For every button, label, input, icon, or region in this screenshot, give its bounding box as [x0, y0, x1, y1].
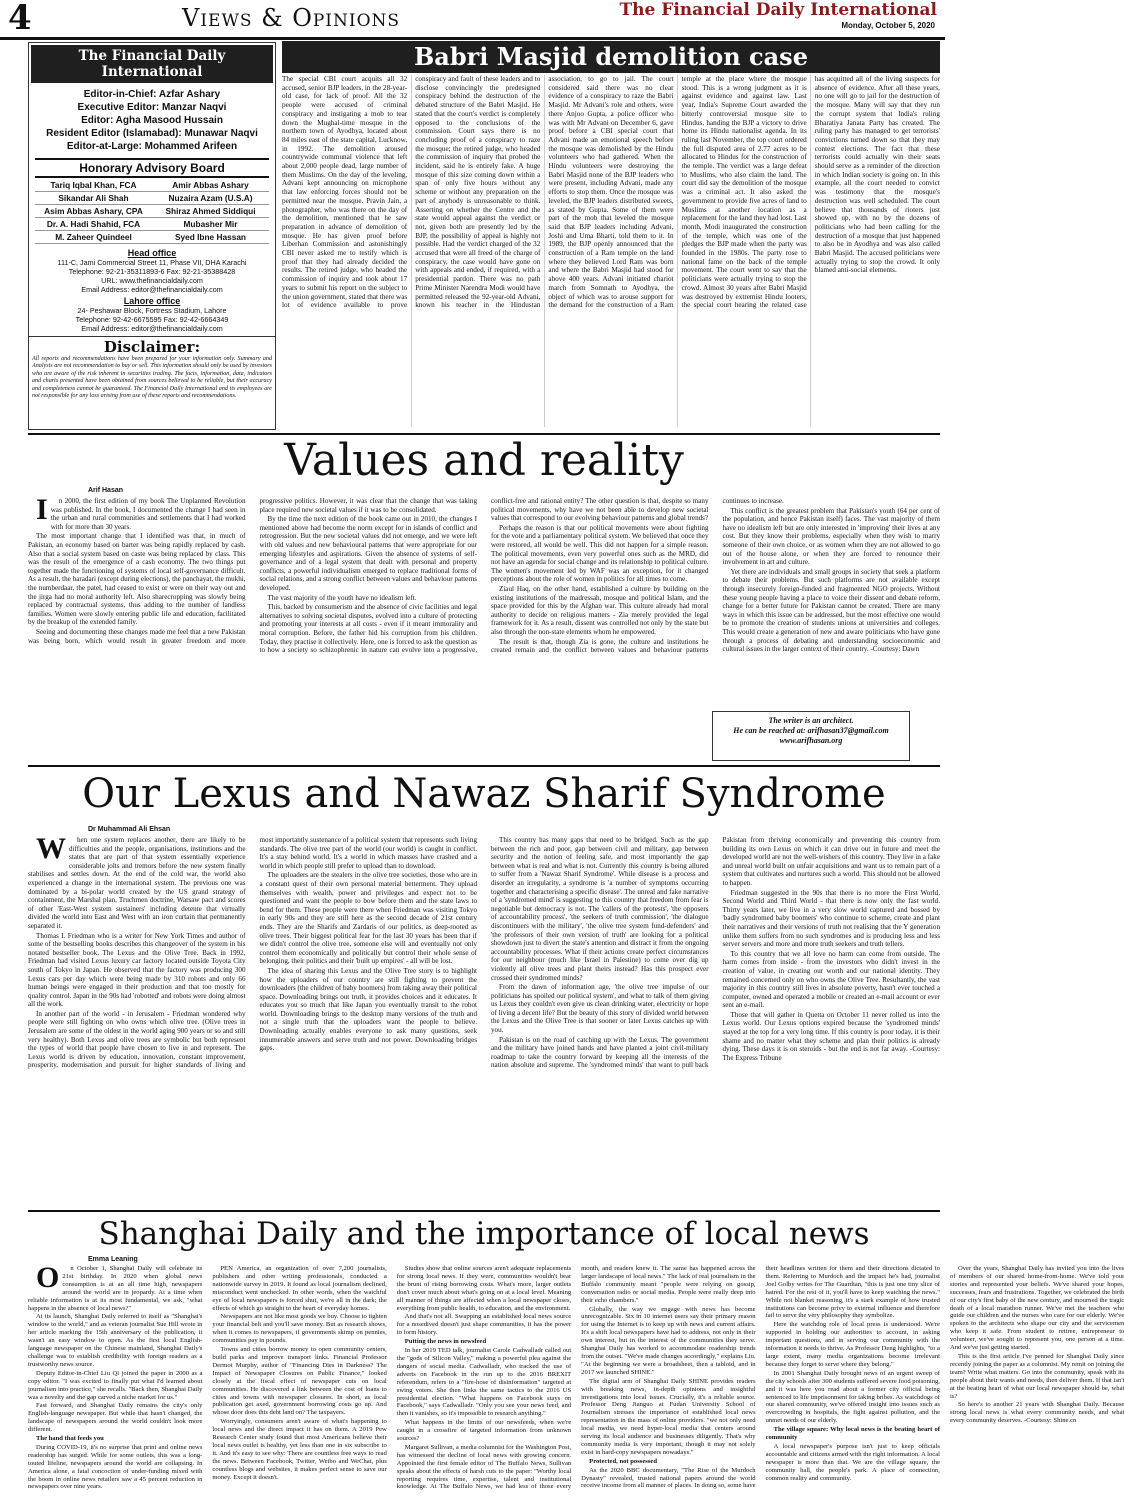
subheading: The hand that feeds you — [36, 1435, 104, 1443]
babri-headline-bar — [282, 41, 940, 73]
paragraph: Yet there are individuals and small groups in society that seek a platform to debate their problems. But such platforms are not available except through insecurely foreign-funded and fragmented NGO projects. Without these young people having a place to voice their dissent and debate reform, change for a better future for Pakistan cannot be created. There are many ways in which this issue can be addressed, but the most effective one would be to promote the creation of students unions at universities and colleges. This would create a generation of new and aware politicians who have gone through a process of debating and understanding socioeconomic and cultural issues in the larger context of their country. -Courtesy: Dawn — [722, 567, 940, 654]
lexus-byline: Dr Muhammad Ali Ehsan — [88, 826, 171, 833]
writer-contact: He can be reached at: arifhasan37@gmail.com — [733, 726, 889, 735]
section-divider — [28, 1210, 940, 1212]
board-member: Nuzaira Azam (U.S.A) — [152, 192, 269, 205]
shanghai-headline: Shanghai Daily and the importance of local news — [98, 1216, 870, 1252]
lexus-article-body — [28, 832, 940, 1206]
advisory-board-list — [29, 178, 275, 246]
babri-headline: Babri Masjid demolition case — [414, 42, 808, 71]
paragraph: Fast forward, and Shanghai Daily remains the city's only English-language newspaper. But while that hasn't changed, the landscape of newspapers around the world couldn't look more different. — [28, 1402, 203, 1434]
section-divider — [28, 765, 940, 767]
paragraph: Worryingly, consumers aren't aware of what's happening to local news and the direct impact it has on them. A 2019 Pew Research Center study found that most Americans believe their local news outlet is healthy, yet less than one in six subscribe to it. And it's easy to see why: There are countless free ways to read the news. Between Facebook, Twitter, Weibo and WeChat, plus countless blogs and websites, it makes perfect sense to save our money. Except it doesn't. — [212, 1418, 387, 1481]
paragraph: In 2000, the first edition of my book The Unplanned Revolution was published. In the book, I documented the change I had seen in the urban and rural communities and settlements that I had worked with for more than 30 years. — [36, 493, 246, 531]
paragraph: Deputy Editor-in-Chief Liu Qi joined the paper in 2000 as a copy editor. "I was excited to finally put what I'd learned about journalism into practice," she recalls. "Back then, Shanghai Daily was a novelty and the gap carved a niche market for us." — [28, 1369, 203, 1401]
head-office-address — [29, 258, 275, 294]
values-article-body — [28, 493, 940, 695]
paragraph: Seeing and documenting these changes made me feel that a new Pakistan was being born, which would result in greater freedom and more progressive politics. However, it was clear that the change that was taking place required new societal values if it was to be consolidated. — [28, 497, 477, 645]
paragraph: Friedman suggested in the 90s that there is no more the First World, Second World and Third World - that there is now only the fast world. Thirty years later, we live in a very slow world captured and bossed by 'badly syndromed baby boomers' who continue to scheme, create and plant their narratives and their versions of truth not realising that the Y generation unlike them suffers from no such syndromes and is producing less and less server servers and more and more truth seekers and truth tellers. — [722, 888, 940, 949]
board-member: M. Zaheer Quindeel — [35, 231, 152, 244]
paragraph: The idea of sharing this Lexus and the Olive Tree story is to highlight how the uploaders of our country are still fighting to prevent the downloaders (the children of baby boomers) from taking away their political space. Downloading brings out truth, it provides choices and it educates. It educates you so much that like Japan you eventually transit to the robot world. Downloading brings to the desktop many versions of the truth and not a single truth that the uploaders want the people to believe. Downloading actually enables everyone to ask many questions, seek innumerable answers and serve truth and not power. Downloading bridges gaps. — [259, 966, 477, 1053]
paragraph: The vast majority of the youth have no idealism left. — [267, 593, 417, 602]
paragraph: As the 2020 BBC documentary, "The Rise of the Murdoch Dynasty" revealed, trusted national papers around the world receive income from all manner of places. In doing so, some have their headlines written for them and their directions dictated to them. Referring to Murdoch and the impact he's had, journalist Joel Golby writes for The Guardian, "this is just one tiny slice of hatred. For the rest of it, you'll have to keep watching the news." While not blanket reasoning, it's a stark example of how trusted institutions can become privy to external influence and therefore fail to serve the very philosophy they symbolize. — [581, 1265, 940, 1490]
paragraph: In 2001 Shanghai Daily brought news of an urgent sweep of the city schools after 300 students suffered severe food poisoning, and it was here you read about a former city official being sentenced to life imprisonment for taking bribes. As watchdogs of our shared community, we've offered insight into issues such as overcrowding in hospitals, the fight against pollution, and the unmet needs of our elderly. — [765, 1369, 940, 1425]
staff-line: Resident Editor (Islamabad): Munawar Naqvi — [46, 128, 258, 139]
address-line: Telephone: 92-42-6675595 Fax: 92-42-6664349 — [75, 315, 229, 324]
paragraph: Those that will gather in Quetta on October 11 never rolled us into the Lexus world. Our Lexus options expired because the 'syndromed minds' stayed at the top for a very long time. If this country is poor today, it is their shame and no matter what they scheme and plan their politics is already dying. These days it is on steroids - but the end is not far away. -Courtesy: The Express Tribune — [722, 1010, 940, 1062]
address-line: URL: www.thefinancialdaily.com — [101, 276, 203, 285]
paragraph: The uploaders are the stealers in the olive tree societies, those who are in a constant quest of their own personal material betterment. They upload themselves with wealth, power and privileges and expect not to be questioned and want the people to bow before them and the state laws to bend for them. These people were there when Friedman was visiting Tokyo in early 90s and they are still here as the second decade of 21st century ends. They are the Sharifs and Zardaris of our politics, as deep-rooted as olive trees. Their biggest political fear for the last 30 years has been that if we didn't control the olive tree, someone else will and eventually not only control them economically and politically but control their whole sense of belonging, their politics and their 'built up empires' - all will be lost. — [259, 871, 477, 966]
address-line: 24- Peshawar Block, Fortress Stadium, Lahore — [77, 306, 227, 315]
babri-article-body: The special CBI court acquits all 32 accused, senior BJP leaders, in the 28-year-old case, for lack of proof. All the 32 people were accused of criminal conspiracy and instigating a mob to tear down the Mughal-time mosque in the northern town of Ayodhya, located about 84 miles east of the state capital, Lucknow, in 1992. The demolition aroused countrywide communal violence that left about 2,000 people dead, large number of them Muslims. On the day of the leveling, Advani kept announcing on microphone that law enforcing forces should not be permitted near the mosque. Pravin Jain, a photographer, who was there on the day of the demolition, mentioned that he saw preparation in advance of demolition of mosque. He has given proof before Liberhan Commission and astonishingly CBI never asked me to testify which is proof that they had already decided the results. The retired judge, who headed the commission of inquiry and took about 17 years to submit his report on the subject to the union government, stated that there was lot of evidence available to prove conspiracy and fault of these leaders and to disclose convincingly the predesigned conspiracy behind the destruction of the debated structure of the Babri Masjid. He stated that the court's verdict is completely opposed to the conclusions of the commission. Court says there is no concluding proof of a conspiracy to raze the mosque; the retired judge, who headed the commission of inquiry that probed the incident, said he is entirely fake. A huge mosque of this size coming down within a span of only five hours without any scheme or without any preparation on the part of anybody is unreasonable to think. Asserting on whether the Centre and the state would appeal against the verdict or not, given both are presently led by the BJP, the possibility of appeal is highly not possible. Had the verdict charged of the 32 accused that were all freed of the charge of conspiracy, the case would have gone on with appeals and ended, if required, with a presidential pardon. There was no path Prime Minister Narendra Modi would have permitted released the 92-year-old Advani, known his teacher in the Hindustan association, to go to jail. The court considered said there was no clear evidence of a conspiracy to raze the Babri Masjid. Mr Advani's role and others, were there Anjoo Gupta, a police officer who was with Mr Advani on December 6, gave proof before a CBI special court that Advani made an emotional speech before the mosque was demolished by the Hindu volunteers who had gathered. When the Hindu volunteers were destroying the Babri Masjid none of the BJP leaders who were present, including Advani, made any efforts to stop them. Once the mosque was leveled, the BJP leaders distributed sweets, as stated by Gupta. Some of them were part of the mob that leveled the mosque said that BJP leaders including Advani, Joshi and Uma Bharti, told them to it. In 1989, the BJP openly announced that the construction of a Ram temple on the land where they believed Lord Ram was born and where the Babri Masjid had stood for above 400 years. Advani initiated chariot march from Somnath to Ayodhya, the object of which was to arouse support for the demand for the construction of a Ram temple at the place where the mosque stood. This is a wrong judgment as it is against evidence and against law. Last year, India's Supreme Court awarded the bitterly controversial mosque site to Hindus, handing the BJP a victory to drive home its Hindu nationalist agenda. In its ruling last November, the top court ordered the full disputed area of 2.77 acres to be allocated to Hindus for the construction of the temple. The verdict was a large defeat to Muslims, who also claim the land. The court did say the demolition of the mosque was a criminal act. It also asked the government to provide five acres of land to Muslims at another location as a replacement for the land they had lost. Last month, Modi inaugurated the construction of the temple, which was one of the pledges the BJP made when the party was founded in the 1980s. The party rose to national fame on the back of the temple movement. The court went to say that the politicians were actually trying to stop the crowd. Almost 30 years after Babri Masjid was destroyed by extremist Hindu looters, the special court hearing the related case has acquitted all of the living suspects for absence of evidence. After all these years, no one will go to jail for the destruction of the mosque. Many will say that they run the corrupt system that India's ruling Bharatiya Janata Party has created. The ruling party has managed to get terrorists' convictions turned down so that they may contest elections. The fact that these terrorists could actually win their seats should serve as a reminder of the direction in which Indian society is going on. In this example, all the court needed to convict was testimony that the mosque's destruction was well scheduled. The court believe that thousands of rioters just showed up, with no by the dozens of politicians who had been calling for the destruction of a mosque that just happened to also be in Ayodhya and was also called Babri Masjid. The accused politicians were actually trying to stop the crowd. It only blamed anti-social elements. — [282, 75, 940, 310]
paragraph: This is the first article I've penned for Shanghai Daily since recently joining the paper as a columnist. My remit on joining the team? Write what matters. Go into the community, speak with its people about their wants and needs, then deliver them. If that isn't at the beating heart of what our local newspaper should be, what is? — [949, 1352, 1124, 1400]
editorial-sidebar — [28, 42, 276, 430]
masthead-paper-name: The Financial Daily International — [619, 0, 937, 20]
paragraph: Pakistan is on the road of catching up with the Lexus. The government and the military have joined hands and have planted a joint civil-military roadmap to take the country forward by keeping all the interests of the nation absolute and supreme. The 'syndromed minds' that want to pull back Pakistan from thriving economically and preventing this country from building its own Lexus on which it can drive out in future and meet the developed world are not the well-wishers of this country. They live in a fake and unreal world built on unfair acquisitions and want us to remain part of a system that cultivates and nurtures such a world. This should not be allowed to happen. — [491, 836, 940, 1070]
paragraph: From the dawn of information age, 'the olive tree impulse of our politicians has spoiled our political system', and what to talk of them giving us Lexus they couldn't even give us clean drinking water, electricity or hope of living a decent life? But the beauty of this story of divided world between the Lexus and the Olive Tree is that sooner or later Lexus catches up with you. — [491, 983, 709, 1035]
disclaimer-title: Disclaimer: — [29, 336, 275, 356]
paragraph: On October 1, Shanghai Daily will celebrate its 21st birthday. In 2020 when global news consumption is at an all time high, newspapers around the world are in jeopardy. At a time when reliable information is at its most fundamental, we ask, "what happens in the absence of local news?" — [28, 1261, 203, 1312]
paragraph: Margaret Sullivan, a media columnist for the Washington Post, has witnessed the decline of local news with growing concern. Appointed the first female editor of The Buffalo News, Sullivan speaks about the effects of harsh cuts to the paper: "Worthy local reporting requires time, expertise, talent and institutional knowledge. At The Buffalo News, we had less of those every month, and readers knew it. The same has happened across the larger landscape of local news." The lack of real journalism in the Buffalo community meant "people were relying on gossip, conversation radio or social media. People were really deep into their echo chambers." — [396, 1265, 756, 1491]
paragraph: This, backed by consumerism and the absence of civic facilities and legal alternatives to solving societal disputes, evolved into a culture of protecting and promoting your interests at all costs - even if it meant immorality and moral corruption. Before, the father hid his corruption from his children. Today, they practise it collectively. Here, one is forced to ask the question as to how a society so schizophrenic in nature can evolve into a progressive, conflict-free and rational entity? The other question is that, despite so many political movements, why have we not been able to develop new societal values that correspond to our evolving behaviour patterns and global trends? — [259, 497, 709, 655]
shanghai-byline: Emma Leaning — [88, 1256, 138, 1263]
paragraph: Ziaul Haq, on the other hand, established a culture by building on the existing institutions of the madressah, mosque and political Islam, and the space provided for this by the Afghan war. This culture already had moral authority to decide on religious matters - Zia merely provided the legal framework for it. As a result, dissent was controlled not only by the state but also through the non-state elements whom he empowered. — [491, 584, 709, 636]
subheading: The village square: Why local news is the beating heart of community — [765, 1426, 940, 1442]
staff-line: Editor: Agha Masood Hussain — [81, 115, 223, 126]
issue-date: Monday, October 5, 2020 — [841, 21, 935, 30]
address-line: 111-C, Jami Commercial Street 11, Phase VII, DHA Karachi — [57, 258, 247, 267]
paragraph: The digital arm of Shanghai Daily SHINE provides readers with breaking news, in-depth opinions and insightful investigations into local issues. Crucially, it's a reliable source. Professor Deng Jianguo at Fudan University School of Journalism stresses the importance of established local news representation in the mass of online providers. "we not only need local media, we need hyper-local media that centers around serving its local audience and businesses diligently. That's why community media is very important, though it may not solely exist in hard-copy newspapers nowadays." — [581, 1377, 756, 1456]
paragraph: PEN America, an organization of over 7,200 journalists, publishers and other writing professionals, conducted a nationwide survey in 2019. It found as local journalism declined, misconduct went unchecked. In other words, when the watchful eye of local newspapers is forced shut, we're all in the dark; the effects of which go straight to the heart of everyday homes. — [212, 1265, 387, 1312]
paragraph: When one system replaces another, there are likely to be difficulties and the people, organisations, institutions and the states that are part of that system essentially experience considerable jolts and tremors before the new system finally stabilises and settles down. At the end of the cold war, the world also experienced a change in the international system. The previous one was dominated by a bi-polar world created by the US grand strategy of containment, the Marshal plan, Truchmen doctrine, Warsaw pact and scores of other 'East-West system sustainers' including detente that virtually divided the world into East and West with an iron curtain that permanently separated it. — [28, 832, 246, 930]
staff-line: Executive Editor: Manzar Naqvi — [77, 102, 227, 113]
board-member: Shiraz Ahmed Siddiqui — [152, 205, 269, 218]
advisory-board-title: Honorary Advisory Board — [35, 158, 269, 178]
disclaimer-text: All reports and recommendations have been prepared for your information only. Summary and Analysis are not recommendation to buy or sell. This information should only be used by investors who are aware of the risk inherent in securities trading. The facts, information, data, indicators and charts presented have been obtained from sources believed to be reliable, but their accuracy and completeness cannot be guaranteed. The Financial Daily International and its employees are not responsible for any loss arising from use of these reports and recommendations. — [32, 356, 272, 400]
board-member: Sikandar Ali Shah — [35, 192, 152, 205]
sidebar-paper-name: The Financial Daily International — [31, 45, 273, 83]
paragraph: And that's not all. Swapping an established local news source for a nosedived doesn't just shape communities, it has the power to form history. — [396, 1313, 572, 1337]
address-line: Email Address: editor@thefinancialdaily.com — [81, 285, 223, 294]
subheading: Protected, not possessed — [589, 1457, 657, 1465]
paragraph: A local newspaper's purpose isn't just to keep officials accountable and citizens armed with the right information. A local newspaper is more than that. We are the village square, the community hall, the people's park. A place of connection, common reality and community. — [765, 1442, 940, 1482]
staff-line: Editor-at-Large: Mohammed Arifeen — [66, 141, 238, 152]
board-member: Asim Abbas Ashary, CPA — [35, 205, 152, 218]
address-line: Email Address: editor@thefinancialdaily.com — [81, 324, 223, 333]
head-office-title: Head office — [127, 248, 177, 258]
paragraph: During COVID-19, it's no surprise that print and online news readership has surged. While for some outlets, this was a long-touted lifeline, newspapers around the world are collapsing. In America alone, a fatal concoction of under-funding mixed with the boom in online news retailers saw a 45 percent reduction in newspapers over nine years. — [28, 1443, 203, 1491]
paragraph: This country has many gaps that need to be bridged. Such as the gap between the rich and poor, gap between civil and military, gap between security and the notion of feeling safe, and most importantly the gap between what is real and what is not. Currently this country is being allured to suffer from a 'Nawaz Sharif Syndrome'. While disease is a process and disorder an irregularity, a syndrome is 'a number of symptoms occurring together and characterising a specific disease'. The unreal and fake narrative of a 'syndromed mind' is suggesting to this country that freedom from fear is negotiable but democracy is not. The 'callers of the protests', 'the opposers of accountability process', 'the seekers of truth commission', 'the dialogue discontinuers with the military', 'the olive tree system fund-defenders' and 'the professors of their own version of truth' are looking for a political showdown just to divert the state's attention and distract it from the ongoing accountability processes. What if their actions create perfect circumstances for our neighbour (much like Israel in Palestine) to come over dig up violently all olive trees and plant theirs instead? Has this prospect ever crossed their syndromed minds? — [491, 836, 709, 982]
writer-box — [712, 711, 910, 761]
paragraph: This conflict is the greatest problem that Pakistan's youth (64 per cent of the population, and hence Pakistan itself) faces. The vast majority of them have no idealism left but are only interested in 'improving' their lives at any cost. But they know their problems, especially when they wish to marry someone of their own choice, or as women when they are not allowed to go out of the house alone, or when they are forced to renounce their involvement in art and culture. — [722, 506, 940, 567]
lahore-office-address — [29, 306, 275, 333]
paragraph: Globally, the way we engage with news has become unrecognizable. Six in 10 internet users say their primary reason for using the Internet is to keep up with news and current affairs. It's a shift local newspapers have had to address, not only in their own interest, but in the interest of the communities they serve. Shanghai Daily has worked to accommodate readership trends from the outset. "We've made changes accordingly," explains Liu. "At the beginning we were a broadsheet, then a tabloid, and in 2017 we launched SHINE." — [581, 1305, 756, 1376]
writer-site: www.arifhasan.org — [779, 736, 843, 745]
board-member: Syed Ibne Hassan — [152, 231, 269, 244]
section-title: Views & Opinions — [182, 4, 401, 32]
paragraph: Here the watchdog role of local press is understood. We're supported in holding our authorities to account, in asking important questions, and in serving our community with the information it needs to thrive. As Professor Deng highlights, "to a large extent, many media organizations become irrelevant because they forget to serve where they belong." — [765, 1321, 940, 1368]
paragraph: What happens in the limits of our newsfeeds, when we're caught in a crossfire of targeted information from unknown sources? — [396, 1419, 572, 1443]
paragraph: Perhaps the reason is that our political movements were about fighting for the vote and a parliamentary political system. We believed that once they were restored, all would be well. This did not happen for a simple reason. The political movements, even very powerful ones such as the MRD, did not have an agenda for social change and its relationship to political culture. The women's movement led by WAF was an exception, for it changed perceptions about the role of women in politics for all times to come. — [491, 523, 709, 584]
lexus-headline: Our Lexus and Nawaz Sharif Syndrome — [82, 771, 886, 817]
subheading: Putting the news in newsfeed — [404, 1338, 487, 1346]
address-line: Telephone: 92-21-35311893-6 Fax: 92-21-35388428 — [68, 267, 236, 276]
board-member: Tariq Iqbal Khan, FCA — [35, 179, 152, 192]
board-member: Amir Abbas Ashary — [152, 179, 269, 192]
paragraph: Towns and cities borrow money to open community centers, build parks and improve transport links. Financial Professor Dermot Murphy, author of "Financing Dies in Darkness? The Impact of Newspaper Closures on Public Finance," looked closely at the fiscal effect of newspaper cuts on local communities. He discovered a link between the cost of loans to cities and towns with newspaper closures. In short, as local publication get axed, government borrowing costs go up. And whose door does this debt land on? The taxpayers. — [212, 1346, 387, 1417]
staff-line: Editor-in-Chief: Azfar Ashary — [83, 89, 221, 100]
paragraph: To this country that we all love no harm can come from outside. The harm comes from inside - from the investors who didn't invest in the creation of value, in creating our worth and our national identity. They remained concerned only on who owns the Olive Tree. Resultantly, the vast majority in this country still lives in absolute poverty, hasn't ever touched a computer, owned and operated a mobile or created an e-mail account or ever sent an e-mail. — [722, 949, 940, 1010]
masthead — [0, 0, 945, 40]
paragraph: In her 2019 TED talk, journalist Carole Cadwalladr called out the "gods of Silicon Valley," making a powerful plea against the dangers of social media. Cadwalladr, who tracked the use of adverts on Facebook in the run up to the 2016 BREXIT referendum, refers to a "fire-hose of disinformation" targeted at swing voters. She then links the same tactics to the 2016 US presidential election. "What happens on Facebook stays on Facebook," says Cadwalladr. "Only you see your news feed, and then it vanishes, so it's impossible to research anything." — [396, 1347, 572, 1418]
staff-list — [29, 85, 275, 155]
board-member: Dr. A. Hadi Shahid, FCA — [35, 218, 152, 231]
paragraph: At its launch, Shanghai Daily referred to itself as "Shanghai's window to the world," and as veteran journalist Sue Hill wrote in her article marking the 15th anniversary of the publication, it wasn't an easy window to open. As the first local English-language newspaper on the Chinese mainland, Shanghai Daily's challenge was to establish credibility with foreign readers as a trustworthy news source. — [28, 1313, 203, 1368]
paragraph: The result is that, though Zia is gone, the culture and institutions he created remain and the conflict between values and behaviour patterns continues to increase. — [491, 497, 784, 655]
writer-note: The writer is an architect. — [768, 716, 854, 725]
paragraph: The most important change that I identified was that, in much of Pakistan, an economy based on barter was being rapidly replaced by cash. Also that a social system based on caste was being replaced by class. This was the result of the emergence of a cash economy. The two things put together made the functioning of systems of local self-governance difficult. As a result, the baradari (except during elections), the panchayat, the mukhi, the numberdaar, the patel, had ceased to exist or were on their way out and the jirga had no moral authority left. Also sharecropping was slowly being replaced by contractual systems, thus adding to the number of landless families. Women were slowly entering public life and education, facilitated by the breakup of the extended family. — [28, 532, 246, 627]
values-headline: Values and reality — [284, 435, 684, 486]
lahore-office-title: Lahore office — [123, 296, 181, 306]
paragraph: Over the years, Shanghai Daily has invited you into the lives of members of our shared home-from-home. We've told your stories and represented your beliefs. We've shared your hopes, successes, fears and frustrations. Together, we celebrated the birth of our city's first baby of the new century, and mourned the tragic death of a local marathon runner. We've met the teachers who guide our children and the nurses who care for our elderly. We've spoken to the architects who shape our city and the servicemen who keep it safe. From student to retiree, entrepreneur to volunteer, we've sought to represent you, one person at a time. And we've just getting started. — [949, 1265, 1124, 1352]
shanghai-article-body — [28, 1261, 1124, 1497]
paragraph: Studies show that online sources aren't adequate replacements for strong local news. If they were, communities wouldn't bear the brunt of rising borrowing costs. What's more, larger outlets don't cover much about what's going on at a local level. Meaning all manner of things are affected when a local newspaper closes, everything from public health, to education, and the environment. — [396, 1265, 572, 1312]
paragraph: In another part of the world - in Jerusalem - Friedman wondered why people were still fighting on who owns which olive tree. (Olive trees in Jerusalem are some of the oldest in the world aging 900 years or so and still very healthy). Both Lexus and olive trees are symbolic but both represent the types of world that people have chosen to live in and represent. The Lexus world is driven by education, innovation, constant improvement, prosperity, modernisation and pursuit for higher standards of living and most importantly sustenance of a political system that represents such living standards. The olive tree part of the world (our world) is caught in conflict. It's a stay behind world. It's a world in which masses have crashed and a world in which people still prefer to upload than to download. — [28, 836, 477, 1070]
values-byline: Arif Hasan — [88, 487, 124, 494]
page-number: 4 — [8, 0, 32, 38]
board-member: Mubasher Mir — [152, 218, 269, 231]
paragraph: Thomas L Friedman who is a writer for New York Times and author of some of the bestselling books describes this changeover of the system in his notated bestseller book, The Lexus and the Olive Tree. Back in 1992, Friedman had visited Lexus luxury car factory located outside Toyota City south of Tokyo in Japan. He observed that the factory was producing 300 Lexus cars per day which were being made by 310 robots and only 66 human beings were engaged in their production and that too mostly for quality control. Japan in the 90s had 'robotted' and robots were doing almost all the work. — [28, 931, 246, 1009]
paragraph: By the time the next edition of the book came out in 2010, the changes I mentioned above had become the norm except for in islands of conflict and retrogression. But the new societal values did not emerge, and we were left with old values and new behavioural patterns that were appropriate for our emerging lifestyles and aspirations. Given the absence of systems of self-governance and of a legal system that dealt with personal and property conflicts, a powerful individualism emerged to replace traditional forms of social relations, and a strong conflict between values and behaviour patterns developed. — [259, 515, 477, 592]
paragraph: So here's to another 21 years with Shanghai Daily. Because strong local news is what every community needs, and what every community deserves. -Courtesy: Shine.cn — [949, 1401, 1124, 1425]
paragraph: Newspapers are not like most goods we buy. Choose to tighten your financial belt and you'll save money. But as research shows, when it comes to newspapers, if governments skimp on pennies, communities pay in pounds. — [212, 1313, 387, 1345]
